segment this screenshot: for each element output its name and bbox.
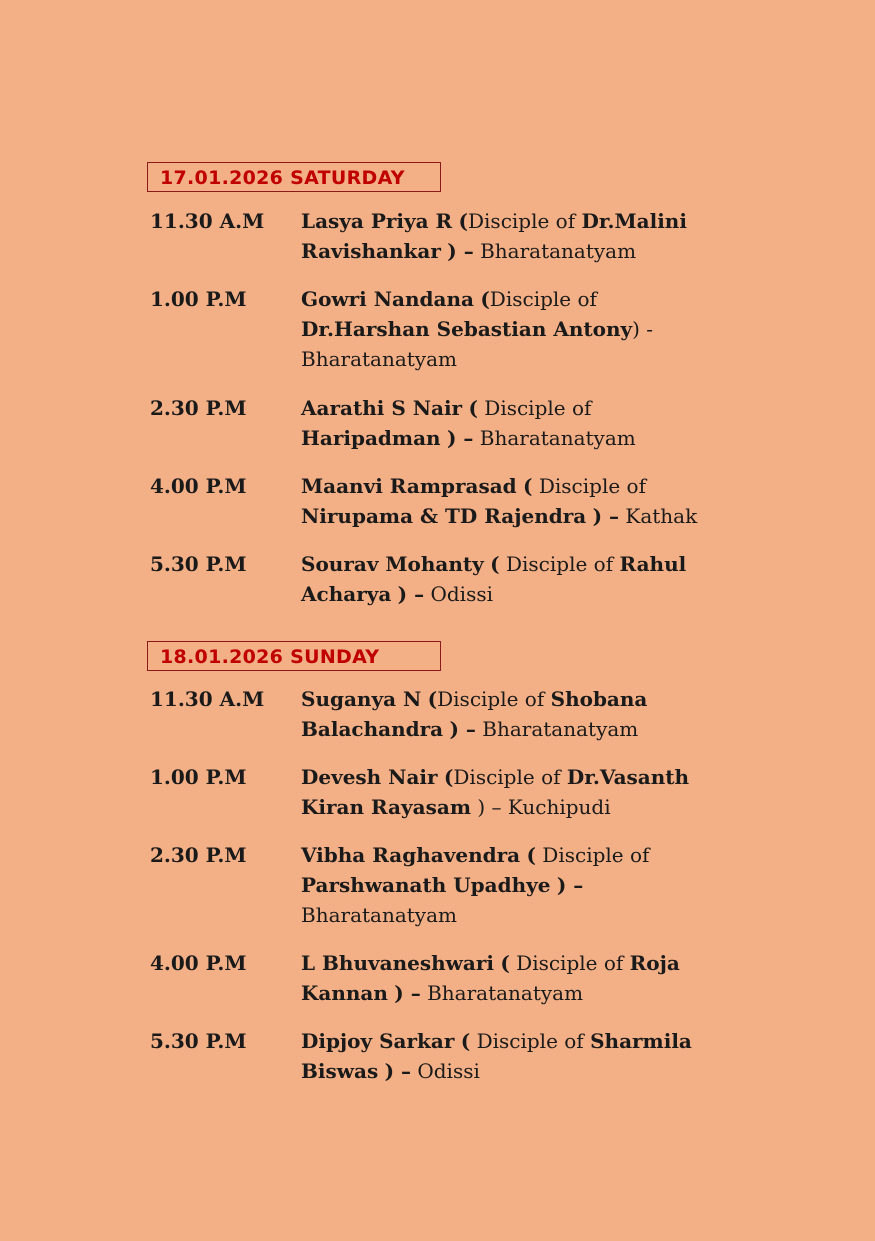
entry-description xyxy=(301,393,721,453)
entry-description xyxy=(301,471,721,531)
entry-time: 5.30 P.M xyxy=(150,552,247,576)
disciple-text: Disciple of xyxy=(453,765,561,789)
entry-description xyxy=(301,684,721,744)
disciple-text: Disciple of xyxy=(516,951,624,975)
open-paren: ( xyxy=(526,843,536,867)
dance-style: Bharatanatyam xyxy=(479,426,636,450)
disciple-text: Disciple of xyxy=(476,1029,584,1053)
performer-name: Vibha Raghavendra xyxy=(301,843,521,867)
open-paren: ( xyxy=(500,951,510,975)
close-paren: ) – xyxy=(446,426,474,450)
performer-name: Lasya Priya R xyxy=(301,209,453,233)
disciple-text: Disciple of xyxy=(484,396,592,420)
dance-style: Bharatanatyam xyxy=(480,239,637,263)
open-paren: ( xyxy=(480,287,490,311)
open-paren: ( xyxy=(443,765,454,789)
performer-name: Gowri Nandana xyxy=(301,287,474,311)
disciple-text: Disciple of xyxy=(505,552,614,576)
entry-description xyxy=(301,840,721,930)
open-paren: ( xyxy=(458,209,468,233)
close-paren: ) – xyxy=(397,582,425,606)
dance-style: Kathak xyxy=(625,504,698,528)
performer-name: Aarathi S Nair xyxy=(301,396,463,420)
performer-name: Dipjoy Sarkar xyxy=(301,1029,455,1053)
disciple-text: Disciple of xyxy=(489,287,597,311)
dance-style: Kuchipudi xyxy=(507,795,611,819)
guru-name: Shobana Balachandra xyxy=(301,687,648,741)
guru-name: Nirupama & TD Rajendra xyxy=(301,504,587,528)
guru-name: Dr.Malini Ravishankar xyxy=(301,209,687,263)
close-paren: ) – xyxy=(384,1059,411,1083)
performer-name: L Bhuvaneshwari xyxy=(301,951,494,975)
close-paren: ) - xyxy=(632,317,654,341)
performer-name: Devesh Nair xyxy=(301,765,438,789)
dance-style: Odissi xyxy=(417,1059,480,1083)
open-paren: ( xyxy=(523,474,533,498)
close-paren: ) – xyxy=(447,239,474,263)
entry-time: 4.00 P.M xyxy=(150,951,247,975)
disciple-text: Disciple of xyxy=(468,209,576,233)
guru-name: Dr.Vasanth Kiran Rayasam xyxy=(301,765,690,819)
guru-name: Dr.Harshan Sebastian Antony xyxy=(301,317,633,341)
entry-time: 1.00 P.M xyxy=(150,287,247,311)
entry-time: 11.30 A.M xyxy=(150,687,265,711)
close-paren: ) – xyxy=(449,717,476,741)
guru-name: Roja Kannan xyxy=(301,951,680,1005)
entry-time: 2.30 P.M xyxy=(150,843,247,867)
entry-time: 11.30 A.M xyxy=(150,209,265,233)
entry-description xyxy=(301,762,721,822)
open-paren: ( xyxy=(490,552,500,576)
close-paren: ) – xyxy=(556,873,584,897)
entry-description xyxy=(301,549,721,609)
dance-style: Bharatanatyam xyxy=(301,903,457,927)
performer-name: Maanvi Ramprasad xyxy=(301,474,517,498)
open-paren: ( xyxy=(427,687,438,711)
day-header: 18.01.2026 SUNDAY xyxy=(147,641,441,671)
guru-name: Parshwanath Upadhye xyxy=(301,873,551,897)
entry-time: 4.00 P.M xyxy=(150,474,247,498)
entry-time: 5.30 P.M xyxy=(150,1029,247,1053)
dance-style: Bharatanatyam xyxy=(427,981,584,1005)
guru-name: Sharmila Biswas xyxy=(301,1029,692,1083)
close-paren: ) – xyxy=(592,504,620,528)
close-paren: ) – xyxy=(477,795,502,819)
dance-style: Bharatanatyam xyxy=(482,717,639,741)
day-header: 17.01.2026 SATURDAY xyxy=(147,162,441,192)
entry-description xyxy=(301,1026,721,1086)
close-paren: ) – xyxy=(394,981,421,1005)
disciple-text: Disciple of xyxy=(538,474,646,498)
entry-time: 2.30 P.M xyxy=(150,396,247,420)
entry-time: 1.00 P.M xyxy=(150,765,247,789)
guru-name: Rahul Acharya xyxy=(301,552,687,606)
dance-style: Bharatanatyam xyxy=(301,347,457,371)
performer-name: Suganya N xyxy=(301,687,422,711)
performer-name: Sourav Mohanty xyxy=(301,552,484,576)
disciple-text: Disciple of xyxy=(542,843,650,867)
open-paren: ( xyxy=(468,396,478,420)
dance-style: Odissi xyxy=(430,582,493,606)
guru-name: Haripadman xyxy=(301,426,441,450)
disciple-text: Disciple of xyxy=(437,687,545,711)
open-paren: ( xyxy=(460,1029,471,1053)
entry-description xyxy=(301,284,721,374)
entry-description xyxy=(301,948,721,1008)
entry-description xyxy=(301,206,721,266)
